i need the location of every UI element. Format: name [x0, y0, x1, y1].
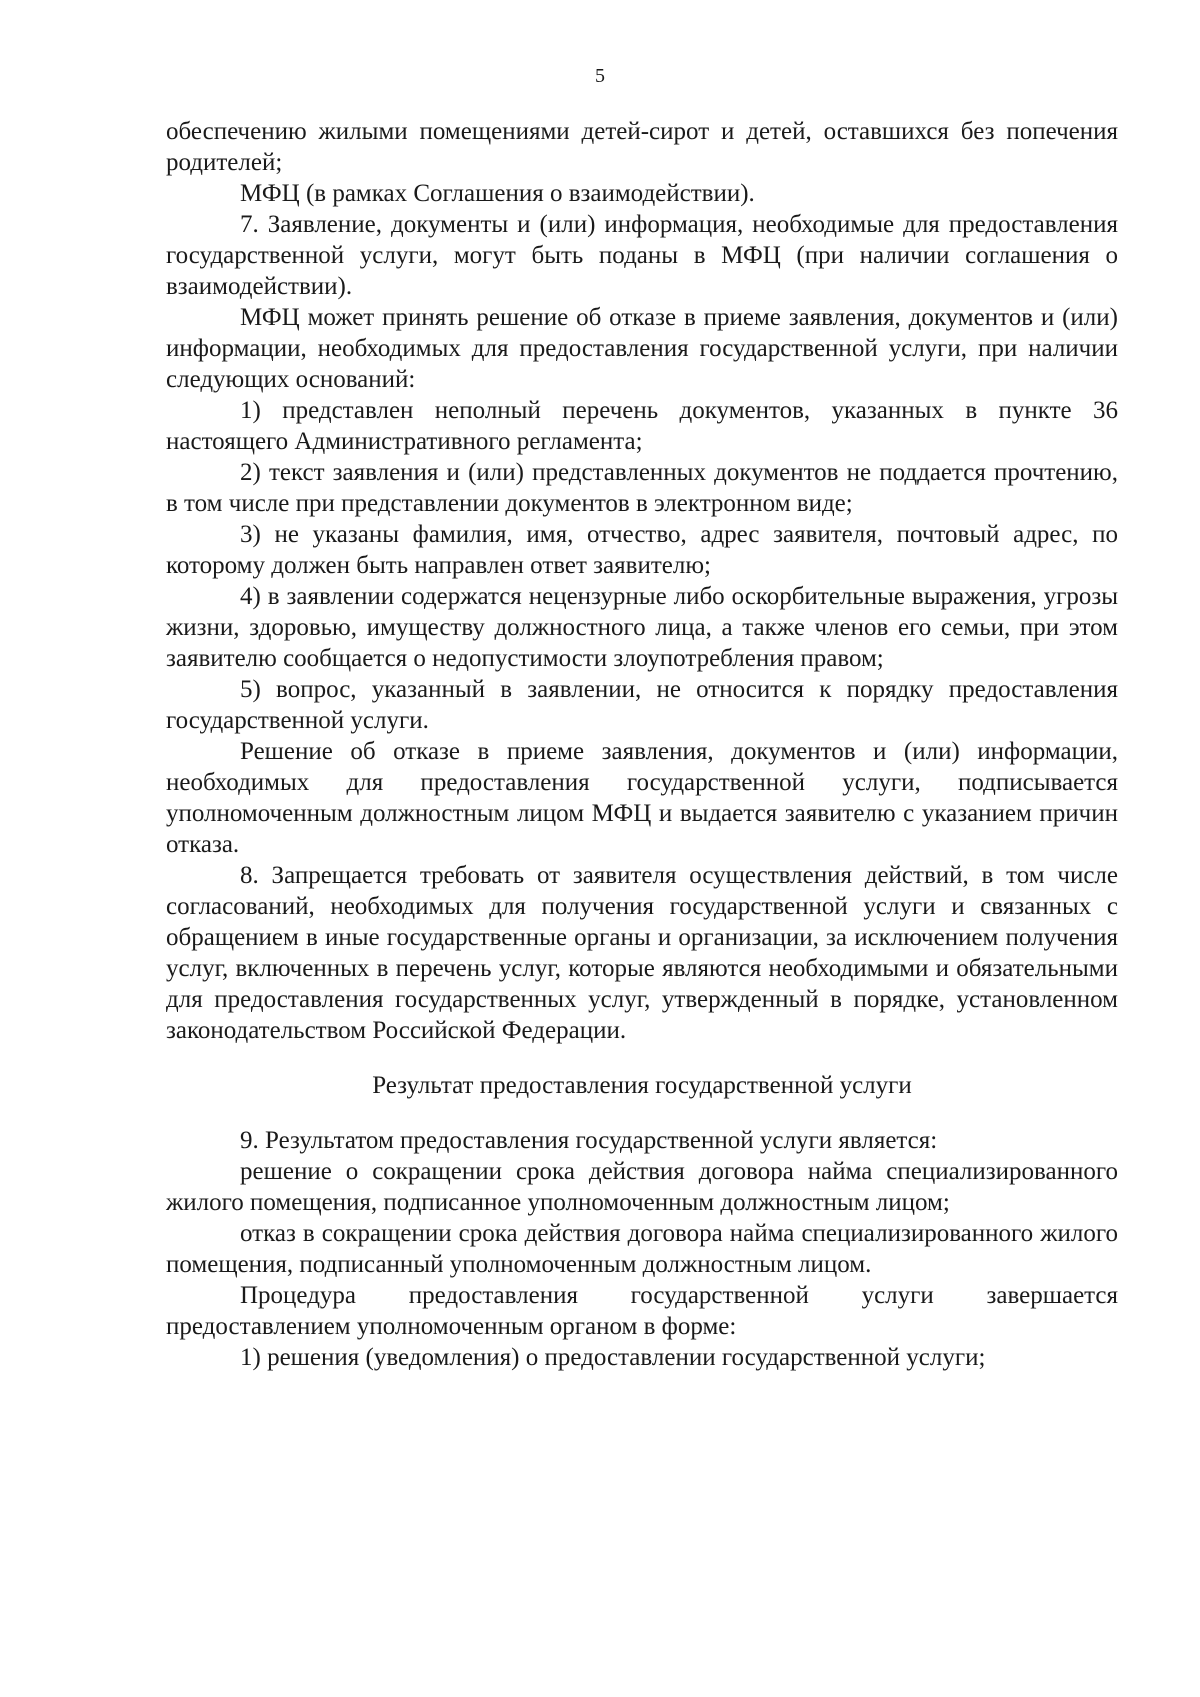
paragraph-refusal-decision: Решение об отказе в приеме заявления, документов и (или) информации, необходимых для предоставления государственной услуги, подписывается уполномоченным должностным лицом МФЦ и выдается заявителю с указанием причин отказа. [166, 738, 1118, 858]
paragraph-mfc-refusal-grounds: МФЦ может принять решение об отказе в приеме заявления, документов и (или) информации, необходимых для предоставления государственной услуги, при наличии следующих оснований: [166, 304, 1118, 393]
paragraph-item-8: 8. Запрещается требовать от заявителя осуществления действий, в том числе согласований, необходимых для получения государственной услуги и связанных с обращением в иные государственные органы и организации, за исключением получения услуг, включенных в перечень услуг, которые являются необходимыми и обязательными для предоставления государственных услуг, утвержденный в порядке, установленном законодательством Российской Федерации. [166, 862, 1118, 1044]
document-body [166, 116, 1118, 1373]
list-item-form-1: 1) решения (уведомления) о предоставлении государственной услуги; [240, 1344, 986, 1371]
list-item-ground-4: 4) в заявлении содержатся нецензурные либо оскорбительные выражения, угрозы жизни, здоровью, имуществу должностного лица, а также членов его семьи, при этом заявителю сообщается о недопустимости злоупотребления правом; [166, 583, 1118, 672]
list-item-ground-5: 5) вопрос, указанный в заявлении, не относится к порядку предоставления государственной услуги. [166, 676, 1118, 734]
paragraph-mfc-agreement: МФЦ (в рамках Соглашения о взаимодействии). [240, 180, 755, 207]
paragraph-procedure-completion: Процедура предоставления государственной услуги завершается предоставлением уполномоченным органом в форме: [166, 1282, 1118, 1340]
paragraph-continuation: обеспечению жилыми помещениями детей-сирот и детей, оставшихся без попечения родителей; [166, 118, 1118, 176]
page-number: 5 [595, 65, 605, 87]
section-heading: Результат предоставления государственной услуги [372, 1072, 912, 1099]
paragraph-result-refusal: отказ в сокращении срока действия договора найма специализированного жилого помещения, подписанный уполномоченным должностным лицом. [166, 1220, 1118, 1278]
paragraph-item-7: 7. Заявление, документы и (или) информация, необходимые для предоставления государственной услуги, могут быть поданы в МФЦ (при наличии соглашения о взаимодействии). [166, 211, 1118, 300]
list-item-ground-1: 1) представлен неполный перечень документов, указанных в пункте 36 настоящего Административного регламента; [166, 397, 1118, 455]
list-item-ground-3: 3) не указаны фамилия, имя, отчество, адрес заявителя, почтовый адрес, по которому должен быть направлен ответ заявителю; [166, 521, 1118, 579]
paragraph-result-decision: решение о сокращении срока действия договора найма специализированного жилого помещения, подписанное уполномоченным должностным лицом; [166, 1158, 1118, 1216]
list-item-ground-2: 2) текст заявления и (или) представленных документов не поддается прочтению, в том числе при представлении документов в электронном виде; [166, 459, 1118, 517]
paragraph-item-9: 9. Результатом предоставления государственной услуги является: [240, 1127, 938, 1154]
